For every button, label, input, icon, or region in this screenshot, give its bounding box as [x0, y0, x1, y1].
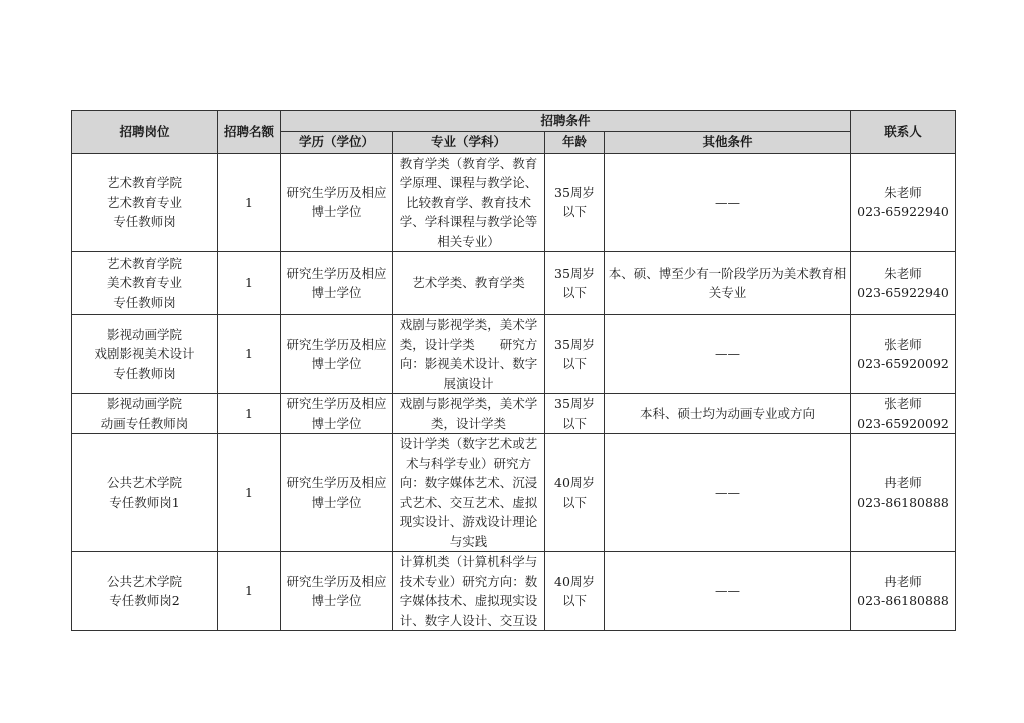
quota-cell: 1: [218, 552, 281, 631]
position-cell: 影视动画学院 戏剧影视美术设计 专任教师岗: [72, 315, 218, 394]
recruitment-table: [71, 110, 956, 631]
table-row: [72, 394, 956, 434]
table-row: [72, 315, 956, 394]
contact-phone: 023-86180888: [857, 593, 949, 608]
education-cell: 研究生学历及相应博士学位: [281, 252, 393, 315]
position-cell: 公共艺术学院 专任教师岗1: [72, 434, 218, 552]
contact-phone: 023-65922940: [857, 285, 949, 300]
contact-name: 张老师: [884, 336, 922, 352]
age-cell: 40周岁以下: [545, 434, 605, 552]
education-cell: 研究生学历及相应博士学位: [281, 394, 393, 434]
header-age: 年龄: [545, 131, 605, 153]
contact-name: 朱老师: [884, 265, 922, 281]
age-cell: 35周岁以下: [545, 153, 605, 252]
age-cell: 35周岁以下: [545, 315, 605, 394]
table-row: [72, 153, 956, 252]
major-cell: 艺术学类、教育学类: [393, 252, 545, 315]
header-contact: 联系人: [851, 111, 956, 154]
other-cell: ——: [605, 315, 851, 394]
education-cell: 研究生学历及相应博士学位: [281, 434, 393, 552]
major-cell: 教育学类（教育学、教育学原理、课程与教学论、比较教育学、教育技术学、学科课程与教学论等相关专业）: [393, 153, 545, 252]
header-quota: 招聘名额: [218, 111, 281, 154]
age-cell: 35周岁以下: [545, 252, 605, 315]
contact-name: 冉老师: [884, 573, 922, 589]
contact-name: 张老师: [884, 396, 922, 411]
other-cell: 本、硕、博至少有一阶段学历为美术教育相关专业: [605, 252, 851, 315]
major-cell: 设计学类（数字艺术或艺术与科学专业）研究方向：数字媒体艺术、沉浸式艺术、交互艺术、虚拟现实设计、游戏设计理论与实践: [393, 434, 545, 552]
age-cell: 40周岁以下: [545, 552, 605, 631]
quota-cell: 1: [218, 315, 281, 394]
contact-name: 朱老师: [884, 184, 922, 200]
other-cell: ——: [605, 153, 851, 252]
other-cell: ——: [605, 434, 851, 552]
header-conditions: 招聘条件: [281, 111, 851, 132]
position-cell: 公共艺术学院 专任教师岗2: [72, 552, 218, 631]
education-cell: 研究生学历及相应博士学位: [281, 153, 393, 252]
quota-cell: 1: [218, 153, 281, 252]
education-cell: 研究生学历及相应博士学位: [281, 315, 393, 394]
position-cell: 影视动画学院 动画专任教师岗: [72, 394, 218, 434]
header-other: 其他条件: [605, 131, 851, 153]
other-cell: ——: [605, 552, 851, 631]
other-cell: 本科、硕士均为动画专业或方向: [605, 394, 851, 434]
header-education: 学历（学位）: [281, 131, 393, 153]
table-header: [72, 111, 956, 154]
quota-cell: 1: [218, 252, 281, 315]
contact-phone: 023-86180888: [857, 494, 949, 510]
header-major: 专业（学科）: [393, 131, 545, 153]
table-row: [72, 552, 956, 631]
table-row: [72, 434, 956, 552]
contact-phone: 023-65920092: [857, 415, 949, 431]
header-position: 招聘岗位: [72, 111, 218, 154]
contact-name: 冉老师: [884, 475, 922, 490]
age-cell: 35周岁以下: [545, 394, 605, 434]
position-cell: 艺术教育学院 美术教育专业 专任教师岗: [72, 252, 218, 315]
contact-cell: [851, 153, 956, 252]
contact-cell: [851, 315, 956, 394]
major-cell: 戏剧与影视学类，美术学类，设计学类: [393, 394, 545, 434]
contact-cell: [851, 434, 956, 552]
quota-cell: 1: [218, 434, 281, 552]
contact-cell: [851, 552, 956, 631]
table-row: [72, 252, 956, 315]
major-cell: 戏剧与影视学类，美术学类，设计学类 研究方向：影视美术设计、数字展演设计: [393, 315, 545, 394]
quota-cell: 1: [218, 394, 281, 434]
education-cell: 研究生学历及相应博士学位: [281, 552, 393, 631]
contact-cell: [851, 394, 956, 434]
contact-cell: [851, 252, 956, 315]
position-cell: 艺术教育学院 艺术教育专业 专任教师岗: [72, 153, 218, 252]
contact-phone: 023-65920092: [857, 356, 949, 371]
major-cell: 计算机类（计算机科学与技术专业）研究方向：数字媒体技术、虚拟现实设计、数字人设计、交互设: [393, 552, 545, 631]
contact-phone: 023-65922940: [857, 204, 949, 220]
